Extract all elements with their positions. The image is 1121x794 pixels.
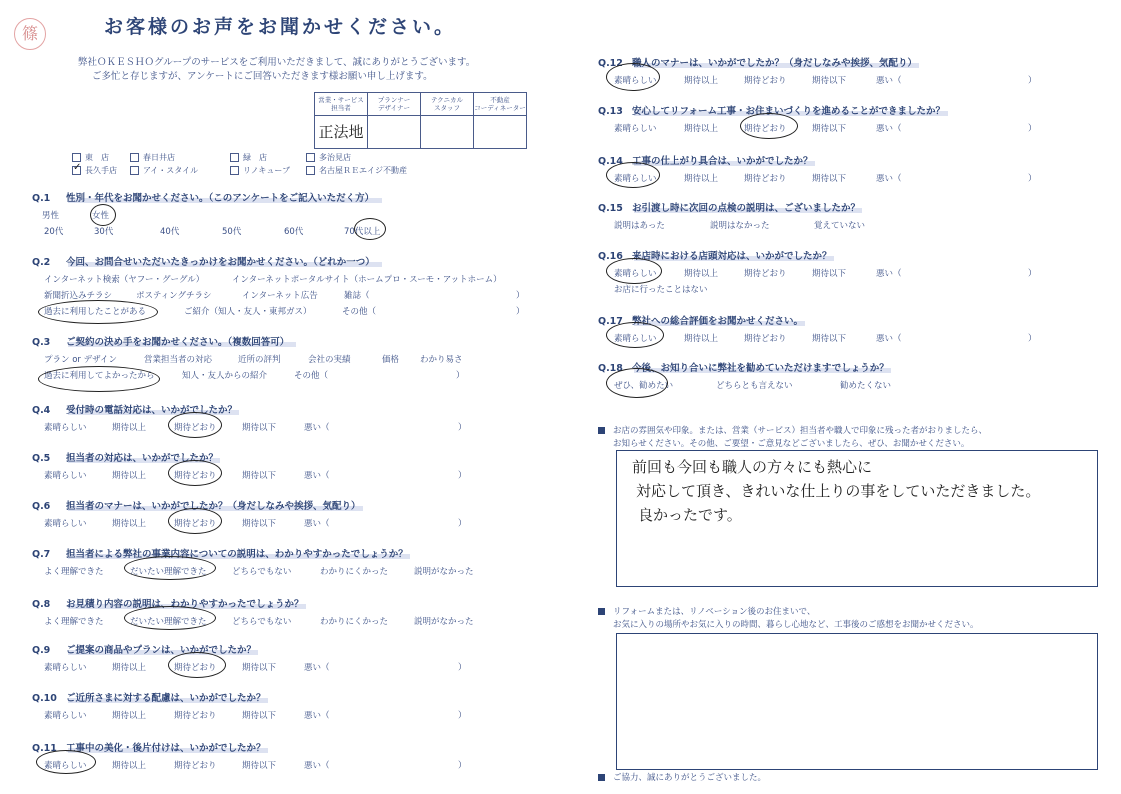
store-label: リノキューブ bbox=[243, 166, 290, 175]
answer-option[interactable]: ） bbox=[456, 371, 465, 381]
answer-option[interactable]: 期待以下 bbox=[812, 124, 847, 134]
answer-option[interactable]: ） bbox=[1028, 76, 1037, 86]
answer-option[interactable]: インターネット検索（ヤフー・グーグル） bbox=[44, 275, 205, 285]
answer-option[interactable]: 期待以上 bbox=[112, 519, 147, 529]
question-left-2 bbox=[32, 254, 375, 268]
staff-header: テクニカル スタッフ bbox=[421, 93, 474, 116]
answer-option[interactable]: ） bbox=[1028, 124, 1037, 134]
question-number: Q.14 bbox=[598, 156, 623, 167]
checkbox-icon[interactable] bbox=[230, 153, 239, 162]
question-text: ご提案の商品やプランは、いかがでしたか？ bbox=[66, 645, 257, 656]
handwritten-line-2: 対応して頂き、きれいな仕上りの事をしていただきました。 bbox=[636, 482, 1041, 500]
bullet-square-icon bbox=[598, 427, 605, 434]
answer-option[interactable]: ご紹介（知人・友人・東邦ガス） bbox=[184, 307, 312, 317]
staff-sales-name[interactable]: 正法地 bbox=[315, 116, 368, 149]
answer-option[interactable]: だいたい理解できた bbox=[130, 617, 207, 627]
question-text: 職人のマナーは、いかがでしたか？（身だしなみや挨拶、気配り） bbox=[632, 58, 918, 69]
answer-option[interactable]: 期待どおり bbox=[174, 519, 217, 529]
answer-option[interactable]: プラン or デザイン bbox=[44, 355, 118, 365]
pen-circle-mark bbox=[38, 366, 160, 392]
pen-circle-mark bbox=[606, 368, 668, 398]
answer-option[interactable]: 勧めたくない bbox=[840, 381, 892, 391]
answer-option[interactable]: 営業担当者の対応 bbox=[144, 355, 213, 365]
answer-option[interactable]: 悪い（ bbox=[876, 334, 902, 344]
answer-option[interactable]: 過去に利用したことがある bbox=[44, 307, 147, 317]
answer-option[interactable]: どちらとも言えない bbox=[716, 381, 793, 391]
question-text: ご契約の決め手をお聞かせください。（複数回答可） bbox=[66, 337, 290, 348]
pen-circle-mark bbox=[124, 606, 216, 630]
answer-option[interactable]: その他（ bbox=[342, 307, 377, 317]
answer-option[interactable]: 素晴らしい bbox=[44, 663, 87, 673]
question-text: 担当者のマナーは、いかがでしたか？（身だしなみや挨拶、気配り） bbox=[66, 501, 361, 512]
answer-option[interactable]: どちらでもない bbox=[232, 617, 292, 627]
answer-option[interactable]: 70代以上 bbox=[344, 227, 381, 237]
comment-box-2[interactable] bbox=[616, 633, 1098, 770]
answer-option[interactable]: 期待以下 bbox=[812, 269, 847, 279]
staff-realestate-name[interactable] bbox=[474, 116, 527, 149]
answer-option[interactable]: 期待以下 bbox=[812, 76, 847, 86]
question-number: Q.2 bbox=[32, 257, 51, 268]
answer-option[interactable]: ポスティングチラシ bbox=[136, 291, 212, 301]
answer-option[interactable]: 期待以上 bbox=[684, 334, 719, 344]
comment-prompt-1b: お知らせください。その他、ご要望・ご意見などございましたら、ぜひ、お聞かせください。 bbox=[613, 439, 970, 449]
handwritten-line-3: 良かったです。 bbox=[638, 506, 742, 524]
pen-circle-mark bbox=[740, 113, 798, 139]
answer-option[interactable]: よく理解できた bbox=[44, 617, 104, 627]
question-number: Q.8 bbox=[32, 599, 51, 610]
answer-option[interactable]: 期待以上 bbox=[112, 711, 147, 721]
answer-option[interactable]: インターネットポータルサイト（ホームプロ・スーモ・アットホーム） bbox=[232, 275, 502, 285]
answer-option[interactable]: 期待以下 bbox=[812, 334, 847, 344]
checkbox-icon[interactable] bbox=[130, 153, 139, 162]
answer-option[interactable]: 期待以上 bbox=[112, 663, 147, 673]
answer-option[interactable]: ） bbox=[516, 291, 525, 301]
pen-circle-mark bbox=[124, 556, 216, 580]
answer-option[interactable]: よく理解できた bbox=[44, 567, 104, 577]
answer-option[interactable]: ） bbox=[1028, 269, 1037, 279]
answer-option[interactable]: ） bbox=[458, 663, 467, 673]
pen-circle-mark bbox=[168, 652, 226, 678]
question-right-4 bbox=[598, 200, 860, 214]
answer-option[interactable]: 期待どおり bbox=[744, 174, 787, 184]
question-text: 性別・年代をお聞かせください。（このアンケートをご記入いただく方） bbox=[66, 193, 375, 204]
question-text: 今後、お知り合いに弊社を勧めていただけますでしょうか？ bbox=[632, 363, 889, 374]
question-number: Q.7 bbox=[32, 549, 51, 560]
question-number: Q.17 bbox=[598, 316, 623, 327]
question-text: 来店時における店頭対応は、いかがでしたか？ bbox=[632, 251, 832, 262]
answer-option[interactable]: 悪い（ bbox=[304, 519, 330, 529]
question-text: お引渡し時に次回の点検の説明は、ございましたか？ bbox=[632, 203, 861, 214]
question-left-1 bbox=[32, 190, 374, 204]
pen-circle-mark bbox=[606, 258, 662, 284]
checkbox-icon[interactable] bbox=[230, 166, 239, 175]
answer-option[interactable]: 期待以上 bbox=[112, 423, 147, 433]
store-label: アイ・スタイル bbox=[143, 166, 199, 175]
pen-circle-mark bbox=[606, 162, 660, 188]
answer-option[interactable]: インターネット広告 bbox=[242, 291, 318, 301]
answer-option[interactable]: わかり易さ bbox=[420, 355, 463, 365]
answer-option[interactable]: 説明がなかった bbox=[414, 617, 474, 627]
answer-option[interactable]: 期待どおり bbox=[744, 76, 787, 86]
answer-option[interactable]: 悪い（ bbox=[304, 761, 330, 771]
answer-option[interactable]: 男性 bbox=[42, 211, 60, 221]
comment-prompt-2: リフォームまたは、リノベーション後のお住まいで、 bbox=[598, 605, 815, 617]
question-number: Q.5 bbox=[32, 453, 51, 464]
answer-option[interactable]: 素晴らしい bbox=[44, 423, 87, 433]
answer-option[interactable]: 過去に利用してよかったから bbox=[44, 371, 155, 381]
answer-option[interactable]: わかりにくかった bbox=[320, 617, 389, 627]
checkbox-icon[interactable] bbox=[306, 153, 315, 162]
answer-option[interactable]: 素晴らしい bbox=[614, 76, 657, 86]
pen-circle-mark bbox=[354, 218, 386, 240]
pen-circle-mark bbox=[168, 460, 222, 486]
answer-option[interactable]: 悪い（ bbox=[304, 471, 330, 481]
store-checkbox-row1-2[interactable] bbox=[230, 152, 267, 163]
store-label: 緑 店 bbox=[243, 153, 267, 162]
answer-option[interactable]: ） bbox=[458, 471, 467, 481]
question-text: 弊社への総合評価をお聞かせください。 bbox=[632, 316, 804, 327]
answer-option[interactable]: 素晴らしい bbox=[44, 519, 87, 529]
answer-option[interactable]: 期待どおり bbox=[744, 124, 787, 134]
answer-option[interactable]: 近所の評判 bbox=[238, 355, 281, 365]
staff-header: 不動産 コーディネーター bbox=[474, 93, 527, 116]
answer-option[interactable]: 素晴らしい bbox=[614, 124, 657, 134]
answer-option[interactable]: 期待以下 bbox=[242, 663, 277, 673]
question-text: 担当者による弊社の事業内容についての説明は、わかりやすかったでしょうか？ bbox=[66, 549, 408, 560]
answer-option[interactable]: 素晴らしい bbox=[44, 761, 87, 771]
answer-option[interactable]: 素晴らしい bbox=[44, 711, 87, 721]
answer-option[interactable]: ） bbox=[1028, 174, 1037, 184]
answer-option[interactable]: 悪い（ bbox=[876, 76, 902, 86]
question-number: Q.4 bbox=[32, 405, 51, 416]
answer-option[interactable]: 期待以下 bbox=[242, 711, 277, 721]
answer-option[interactable]: 期待どおり bbox=[174, 471, 217, 481]
question-text: 安心してリフォーム工事・お住まいづくりを進めることができましたか？ bbox=[632, 106, 946, 117]
pen-circle-mark bbox=[606, 63, 660, 91]
question-number: Q.3 bbox=[32, 337, 51, 348]
answer-option[interactable]: 60代 bbox=[284, 227, 304, 237]
store-label: 長久手店 bbox=[85, 166, 117, 175]
answer-option[interactable]: 期待以上 bbox=[684, 174, 719, 184]
question-number: Q.16 bbox=[598, 251, 623, 262]
answer-option[interactable]: 期待どおり bbox=[174, 663, 217, 673]
checkbox-icon[interactable] bbox=[130, 166, 139, 175]
pen-circle-mark bbox=[90, 204, 116, 226]
answer-option[interactable]: 期待以上 bbox=[684, 124, 719, 134]
thank-you-footer: ご協力、誠にありがとうございました。 bbox=[598, 771, 766, 783]
answer-option[interactable]: 期待以上 bbox=[112, 471, 147, 481]
answer-option[interactable]: 説明はなかった bbox=[710, 221, 770, 231]
staff-header: 営業・サービス 担当者 bbox=[315, 93, 368, 116]
answer-option[interactable]: 20代 bbox=[44, 227, 64, 237]
answer-option[interactable]: ） bbox=[458, 423, 467, 433]
answer-option[interactable]: 雑誌（ bbox=[344, 291, 370, 301]
answer-option[interactable]: 説明はあった bbox=[614, 221, 665, 231]
answer-option[interactable]: お店に行ったことはない bbox=[614, 285, 708, 295]
staff-planner-name[interactable] bbox=[368, 116, 421, 149]
answer-option[interactable]: 素晴らしい bbox=[44, 471, 87, 481]
answer-option[interactable]: 期待どおり bbox=[174, 761, 217, 771]
question-number: Q.11 bbox=[32, 743, 57, 754]
answer-option[interactable]: 50代 bbox=[222, 227, 242, 237]
answer-option[interactable]: ） bbox=[458, 711, 467, 721]
question-text: 工事の仕上がり具合は、いかがでしたか？ bbox=[632, 156, 813, 167]
answer-option[interactable]: どちらでもない bbox=[232, 567, 292, 577]
store-checkbox-row2-2[interactable] bbox=[230, 165, 290, 176]
answer-option[interactable]: 覚えていない bbox=[814, 221, 866, 231]
store-checkbox-row2-3[interactable] bbox=[306, 165, 407, 176]
question-text: ご近所さまに対する配慮は、いかがでしたか？ bbox=[66, 693, 266, 704]
pen-circle-mark bbox=[168, 412, 222, 438]
question-number: Q.15 bbox=[598, 203, 623, 214]
intro-line-1: 弊社ＯＫＥＳＨＯグループのサービスをご利用いただきまして、誠にありがとうございます。 bbox=[78, 57, 476, 68]
answer-option[interactable]: 期待どおり bbox=[174, 711, 217, 721]
store-checkbox-row2-1[interactable] bbox=[130, 165, 198, 176]
checkbox-icon[interactable] bbox=[72, 162, 82, 175]
answer-option[interactable]: 30代 bbox=[94, 227, 114, 237]
store-checkbox-row1-3[interactable] bbox=[306, 152, 351, 163]
question-text: 受付時の電話対応は、いかがでしたか？ bbox=[66, 405, 238, 416]
intro-line-2: ご多忙と存じますが、アンケートにご回答いただきます様お願い申し上げます。 bbox=[92, 71, 433, 82]
store-checkbox-row1-1[interactable] bbox=[130, 152, 175, 163]
answer-option[interactable]: 素晴らしい bbox=[614, 334, 657, 344]
answer-option[interactable]: 40代 bbox=[160, 227, 180, 237]
answer-option[interactable]: だいたい理解できた bbox=[130, 567, 207, 577]
checkbox-icon[interactable] bbox=[306, 166, 315, 175]
pen-circle-mark bbox=[168, 508, 222, 534]
answer-option[interactable]: 知人・友人からの紹介 bbox=[182, 371, 268, 381]
answer-option[interactable]: 説明がなかった bbox=[414, 567, 474, 577]
question-left-9 bbox=[32, 642, 256, 656]
answer-option[interactable]: 悪い（ bbox=[304, 663, 330, 673]
answer-option[interactable]: 期待どおり bbox=[174, 423, 217, 433]
question-number: Q.9 bbox=[32, 645, 51, 656]
answer-option[interactable]: 期待どおり bbox=[744, 334, 787, 344]
handwritten-line-1: 前回も今回も職人の方々にも熱心に bbox=[632, 458, 873, 476]
question-number: Q.13 bbox=[598, 106, 623, 117]
store-label: 名古屋ＲＥエイジ不動産 bbox=[319, 166, 407, 175]
staff-technical-name[interactable] bbox=[421, 116, 474, 149]
bullet-square-icon bbox=[598, 774, 605, 781]
staff-table bbox=[314, 92, 527, 149]
answer-option[interactable]: 期待以下 bbox=[242, 519, 277, 529]
question-text: 工事中の美化・後片付けは、いかがでしたか？ bbox=[66, 743, 266, 754]
answer-option[interactable]: 新聞折込みチラシ bbox=[44, 291, 113, 301]
answer-option[interactable]: 悪い（ bbox=[304, 423, 330, 433]
answer-option[interactable]: 期待以下 bbox=[242, 471, 277, 481]
store-label: 東 店 bbox=[85, 153, 109, 162]
answer-option[interactable]: その他（ bbox=[294, 371, 329, 381]
question-left-3 bbox=[32, 334, 289, 348]
store-seal-stamp: 篠 bbox=[14, 18, 46, 50]
store-label: 多治見店 bbox=[319, 153, 351, 162]
answer-option[interactable]: 期待以下 bbox=[242, 761, 277, 771]
pen-circle-mark bbox=[38, 300, 158, 324]
question-text: 担当者の対応は、いかがでしたか？ bbox=[66, 453, 219, 464]
question-text: 今回、お問合せいただいたきっかけをお聞かせください。（どれか一つ） bbox=[66, 257, 375, 268]
answer-option[interactable]: 素晴らしい bbox=[614, 174, 657, 184]
bullet-square-icon bbox=[598, 608, 605, 615]
answer-option[interactable]: 期待以上 bbox=[684, 269, 719, 279]
question-left-7 bbox=[32, 546, 408, 560]
answer-option[interactable]: わかりにくかった bbox=[320, 567, 389, 577]
question-number: Q.6 bbox=[32, 501, 51, 512]
answer-option[interactable]: 悪い（ bbox=[876, 174, 902, 184]
question-number: Q.10 bbox=[32, 693, 57, 704]
answer-option[interactable]: 悪い（ bbox=[304, 711, 330, 721]
question-number: Q.18 bbox=[598, 363, 623, 374]
answer-option[interactable]: 悪い（ bbox=[876, 124, 902, 134]
question-number: Q.12 bbox=[598, 58, 623, 69]
question-number: Q.1 bbox=[32, 193, 51, 204]
pen-circle-mark bbox=[36, 750, 96, 774]
answer-option[interactable]: 期待どおり bbox=[744, 269, 787, 279]
comment-prompt-2b: お気に入りの場所やお気に入りの時間、暮らし心地など、工事後のご感想をお聞かせください。 bbox=[613, 620, 979, 630]
store-checkbox-row2-0[interactable] bbox=[72, 162, 117, 176]
answer-option[interactable]: 期待以下 bbox=[812, 174, 847, 184]
question-left-10 bbox=[32, 690, 266, 704]
answer-option[interactable]: ぜひ、勧めたい bbox=[614, 381, 674, 391]
checkmark-icon: ✓ bbox=[73, 162, 82, 173]
answer-option[interactable]: ） bbox=[516, 307, 525, 317]
answer-option[interactable]: 期待以上 bbox=[112, 761, 147, 771]
checkbox-icon[interactable] bbox=[72, 153, 81, 162]
answer-option[interactable]: 悪い（ bbox=[876, 269, 902, 279]
answer-option[interactable]: 価格 bbox=[382, 355, 400, 365]
question-text: お見積り内容の説明は、わかりやすかったでしょうか？ bbox=[66, 599, 304, 610]
answer-option[interactable]: ） bbox=[1028, 334, 1037, 344]
answer-option[interactable]: ） bbox=[458, 519, 467, 529]
page-title: お客様のお声をお聞かせください。 bbox=[104, 16, 457, 38]
answer-option[interactable]: 素晴らしい bbox=[614, 269, 657, 279]
store-label: 春日井店 bbox=[143, 153, 175, 162]
answer-option[interactable]: ） bbox=[458, 761, 467, 771]
answer-option[interactable]: 期待以上 bbox=[684, 76, 719, 86]
answer-option[interactable]: 会社の実績 bbox=[308, 355, 351, 365]
staff-header: プランナー デザイナー bbox=[368, 93, 421, 116]
pen-circle-mark bbox=[606, 322, 664, 348]
comment-prompt-1: お店の雰囲気や印象。または、営業（サービス）担当者や職人で印象に残った者がおりましたら、 bbox=[598, 424, 987, 436]
answer-option[interactable]: 女性 bbox=[92, 211, 110, 221]
answer-option[interactable]: 期待以下 bbox=[242, 423, 277, 433]
